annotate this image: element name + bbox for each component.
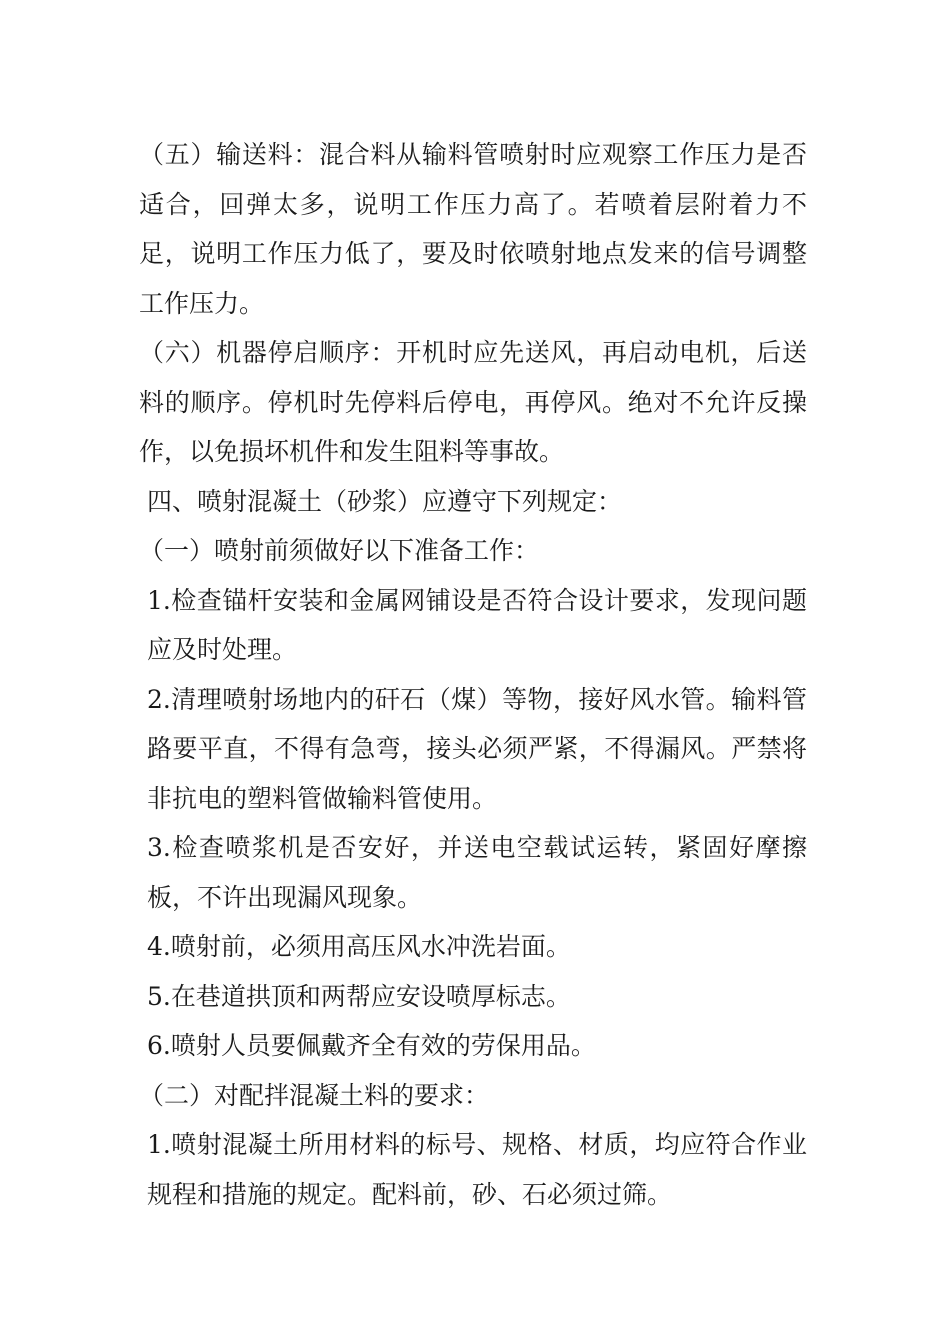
paragraph-machine-start-stop-order: （六）机器停启顺序：开机时应先送风，再启动电机，后送料的顺序。停机时先停料后停电，再停风。绝对不允许反操作，以免损坏机件和发生阻料等事故。 [139, 338, 807, 466]
section-heading-shotcrete-rules: 四、喷射混凝土（砂浆）应遵守下列规定： [147, 486, 623, 516]
list-item-3-check-machine: 3.检查喷浆机是否安好，并送电空载试运转，紧固好摩擦板，不许出现漏风现象。 [147, 833, 807, 912]
subsection-heading-preparation: （一）喷射前须做好以下准备工作： [139, 536, 540, 565]
list-item-1-check-anchors: 1.检查锚杆安装和金属网铺设是否符合设计要求，发现问题应及时处理。 [147, 585, 807, 664]
list-item-4-wash-rock: 4.喷射前，必须用高压风水冲洗岩面。 [147, 932, 571, 961]
list-item-6-protective-gear: 6.喷射人员要佩戴齐全有效的劳保用品。 [147, 1031, 596, 1060]
subsection-heading-mixing-requirements: （二）对配拌混凝土料的要求： [139, 1080, 490, 1110]
list-item-1-materials: 1.喷射混凝土所用材料的标号、规格、材质，均应符合作业规程和措施的规定。配料前，砂、石必须过筛。 [147, 1130, 807, 1209]
list-item-5-thickness-marks: 5.在巷道拱顶和两帮应安设喷厚标志。 [147, 981, 571, 1011]
paragraph-conveying-material: （五）输送料：混合料从输料管喷射时应观察工作压力是否适合，回弹太多，说明工作压力高了。若喷着层附着力不足，说明工作压力低了，要及时依喷射地点发来的信号调整工作压力。 [139, 140, 807, 318]
document-body [139, 130, 807, 1219]
list-item-2-clean-site: 2.清理喷射场地内的矸石（煤）等物，接好风水管。输料管路要平直，不得有急弯，接头必须严紧，不得漏风。严禁将非抗电的塑料管做输料管使用。 [147, 684, 807, 813]
